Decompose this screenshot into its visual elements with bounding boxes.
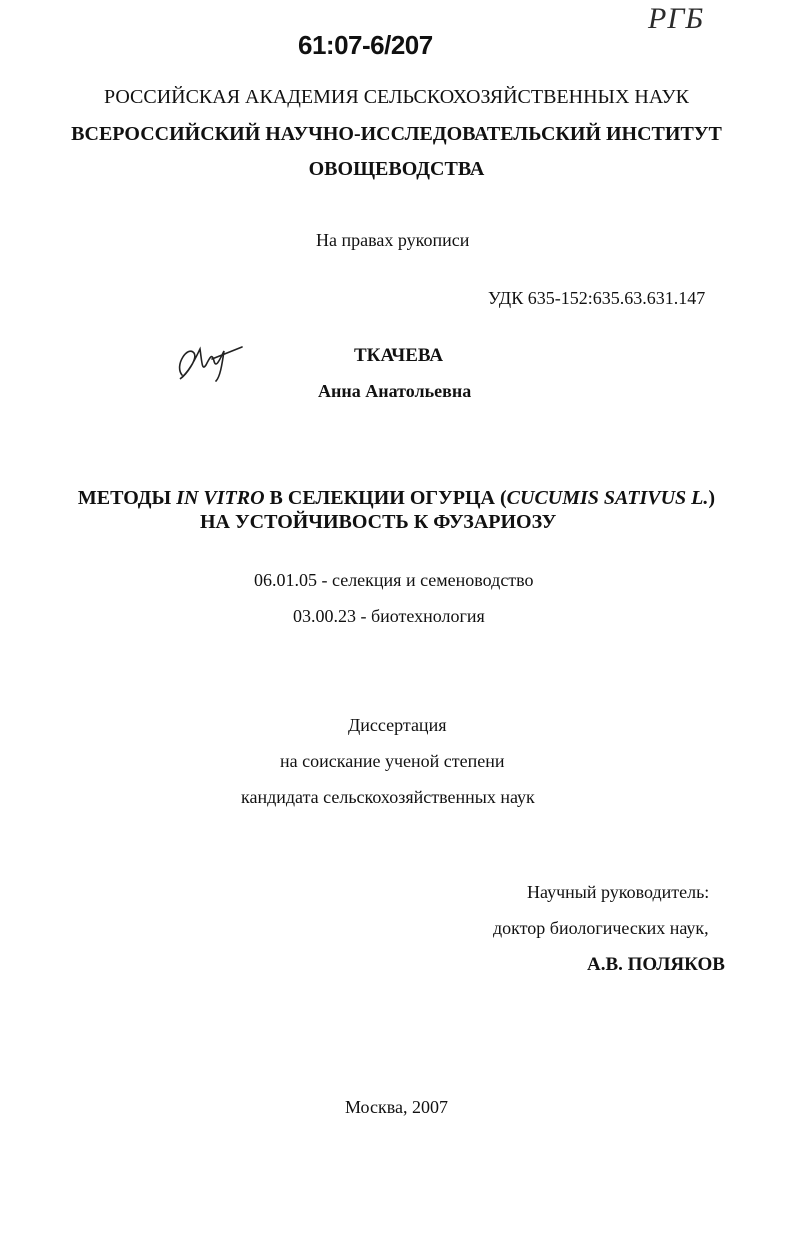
institute-name-line1: ВСЕРОССИЙСКИЙ НАУЧНО-ИССЛЕДОВАТЕЛЬСКИЙ ИНСТИТУТ [71, 123, 722, 145]
dissertation-title-line2: НА УСТОЙЧИВОСТЬ К ФУЗАРИОЗУ [200, 511, 557, 533]
specialty-code-2: 03.00.23 - биотехнология [293, 606, 485, 626]
academy-name: РОССИЙСКАЯ АКАДЕМИЯ СЕЛЬСКОХОЗЯЙСТВЕННЫХ НАУК [103, 86, 690, 108]
supervisor-degree: доктор биологических наук, [493, 918, 709, 938]
title-part-c: ) [708, 487, 716, 509]
specialty-code-1: 06.01.05 - селекция и семеноводство [254, 570, 534, 590]
supervisor-name: А.В. ПОЛЯКОВ [587, 954, 725, 975]
author-given-names: Анна Анатольевна [318, 381, 472, 401]
title-part-b: В СЕЛЕКЦИИ ОГУРЦА ( [264, 487, 507, 509]
author-signature [168, 335, 248, 385]
manuscript-rights: На правах рукописи [316, 230, 470, 250]
place-year: Москва, 2007 [345, 1097, 448, 1117]
title-latin-in-vitro: IN VITRO [176, 487, 265, 509]
udc-code: УДК 635-152:635.63.631.147 [488, 288, 706, 308]
dissertation-title-line1 [0, 487, 793, 510]
degree-purpose: на соискание ученой степени [280, 751, 505, 771]
supervisor-label: Научный руководитель: [527, 882, 710, 902]
institute-name-line2: ОВОЩЕВОДСТВА [308, 158, 485, 180]
title-latin-species: CUCUMIS SATIVUS L. [506, 487, 709, 509]
degree-field: кандидата сельскохозяйственных наук [241, 787, 535, 807]
archive-code: 61:07-6/207 [298, 30, 433, 60]
author-surname: ТКАЧЕВА [354, 345, 444, 366]
title-part-a: МЕТОДЫ [77, 487, 177, 509]
library-stamp: РГБ [648, 2, 705, 35]
degree-type: Диссертация [348, 715, 447, 735]
